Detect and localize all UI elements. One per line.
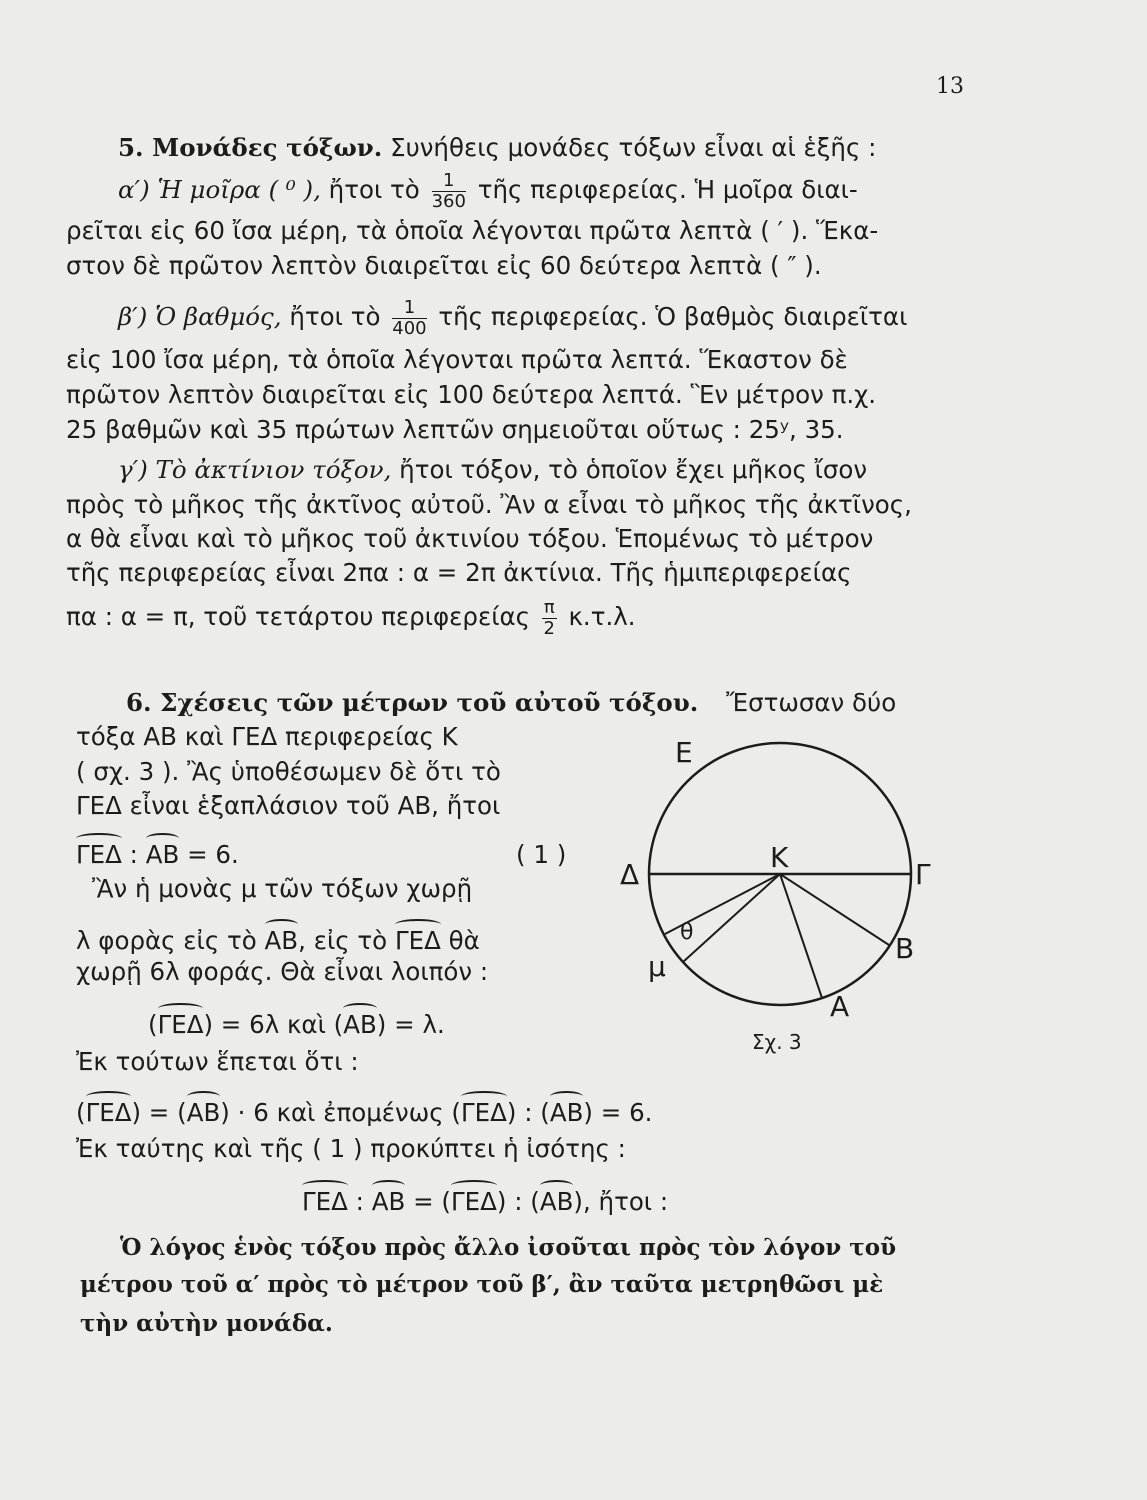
item-a-text: ἤτοι τὸ [328,175,420,204]
label-e: Ε [675,736,693,769]
text: ) = 6. [583,1098,653,1127]
item-c-line-5-text: πα : α = π, τοῦ τετάρτου περιφερείας [66,602,531,631]
section-6-line-6: Ἂν ἡ μονὰς μ τῶν τόξων χωρῇ [92,874,473,903]
label-delta-left: Δ [620,858,640,891]
item-c-label: γ′) Τὸ ἀκτίνιον τόξον, [118,455,392,484]
figure-caption: Σχ. 3 [752,1030,802,1054]
section-6-heading: 6. Σχέσεις τῶν μέτρων τοῦ αὐτοῦ τόξου. [126,688,699,717]
equation-3: (ΓΕΔ) = (ΑΒ) · 6 καὶ ἐπομένως (ΓΕΔ) : (ΑΒ) = 6. [76,1098,653,1127]
text: ) = 6λ καὶ ( [203,1010,344,1039]
fraction-denominator: 400 [392,317,427,339]
section-6-line-10: Ἐκ τούτων ἕπεται ὅτι : [76,1047,359,1076]
arc-ged: ΓΕΔ [394,926,441,955]
fraction-numerator: π [543,596,555,618]
text: ) : ( [496,1187,540,1216]
equation-2: (ΓΕΔ) = 6λ καὶ (ΑΒ) = λ. [148,1010,445,1039]
label-mu: μ [648,950,666,983]
fraction-denominator: 360 [431,190,466,212]
section-5-c-line-3: α θὰ εἶναι καὶ τὸ μῆκος τοῦ ἀκτινίου τόξου. Ἑπομένως τὸ μέτρον [66,524,874,553]
text: ) : ( [506,1098,550,1127]
section-6-line-2: τόξα ΑΒ καὶ ΓΕΔ περιφερείας Κ [76,722,458,751]
text: : [347,1187,372,1216]
arc-ab: ΑΒ [371,1187,406,1216]
eq-sep: : [121,840,146,869]
section-5-b-line-3: πρῶτον λεπτὸν διαιρεῖται εἰς 100 δεύτερα λεπτά. Ἓν μέτρον π.χ. [66,380,877,409]
theorem-line-2: μέτρου τοῦ α′ πρὸς τὸ μέτρον τοῦ β′, ἂν ταῦτα μετρηθῶσι μὲ [80,1271,884,1298]
arc-ged: ΓΕΔ [302,1187,348,1216]
arc-ab: ΑΒ [549,1098,584,1127]
radius-k-a [780,874,822,998]
item-a-label: α′) Ἡ μοῖρα ( ⁰ ), [118,175,321,204]
theorem-line-3: τὴν αὐτὴν μονάδα. [80,1310,333,1337]
arc-ged: ΓΕΔ [85,1098,132,1127]
text: ) · 6 καὶ ἐπομένως ( [220,1098,461,1127]
section-5-b-line-2: εἰς 100 ἴσα μέρη, τὰ ὁποῖα λέγονται πρῶτα λεπτά. Ἕκαστον δὲ [66,345,848,374]
item-c-line-5-tail: κ.τ.λ. [568,602,636,631]
section-5-heading: 5. Μονάδες τόξων. [118,133,383,162]
fraction-numerator: 1 [432,171,466,192]
text: ) = λ. [376,1010,445,1039]
arc-ab: ΑΒ [343,1010,377,1039]
arc-ab: ΑΒ [145,840,180,869]
fraction-numerator: 1 [392,298,426,319]
eq-tail: = 6. [179,840,239,869]
theorem-line-1: Ὁ λόγος ἑνὸς τόξου πρὸς ἄλλο ἰσοῦται πρὸς τὸν λόγον τοῦ [120,1234,897,1261]
section-5-a-line-2: ρεῖται εἰς 60 ἴσα μέρη, τὰ ὁποῖα λέγονται πρῶτα λεπτὰ ( ′ ). Ἕκα- [66,216,879,245]
fraction-denominator: 2 [543,617,555,639]
text: ) = ( [131,1098,187,1127]
text: θὰ [440,926,480,955]
page-number: 13 [936,74,964,99]
label-a: Α [830,990,850,1023]
arc-ab: ΑΒ [186,1098,221,1127]
equation-number: ( 1 ) [516,840,567,869]
section-6-line-4: ΓΕΔ εἶναι ἑξαπλάσιον τοῦ ΑΒ, ἤτοι [76,791,501,820]
section-5-c-line-4: τῆς περιφερείας εἶναι 2πα : α = 2π ἀκτίνια. Τῆς ἡμιπεριφερείας [66,558,852,587]
arc-ged: ΓΕΔ [460,1098,507,1127]
text: = ( [405,1187,451,1216]
arc-ged: ΓΕΔ [76,840,122,869]
label-b: Β [895,932,915,965]
section-5-c-line-2: πρὸς τὸ μῆκος τῆς ἀκτῖνος αὐτοῦ. Ἂν α εἶναι τὸ μῆκος τῆς ἀκτῖνος, [66,490,912,519]
label-k: Κ [770,841,789,874]
section-5-intro: Συνήθεις μονάδες τόξων εἶναι αἱ ἑξῆς : [390,133,877,162]
section-5-a-line-3: στον δὲ πρῶτον λεπτὸν διαιρεῖται εἰς 60 δεύτερα λεπτὰ ( ″ ). [66,251,822,280]
label-gamma: Γ [915,858,931,891]
text: , εἰς τὸ [298,926,395,955]
text: ), ἤτοι : [573,1187,669,1216]
radius-k-b [780,874,889,945]
item-b-text: ἤτοι τὸ [289,302,381,331]
arc-ab: ΑΒ [539,1187,574,1216]
section-6-line-3: ( σχ. 3 ). Ἂς ὑποθέσωμεν δὲ ὅτι τὸ [76,757,501,786]
section-6-line-12: Ἐκ ταύτης καὶ τῆς ( 1 ) προκύπτει ἡ ἰσότης : [76,1134,626,1163]
arc-ged: ΓΕΔ [450,1187,497,1216]
arc-ged: ΓΕΔ [157,1010,204,1039]
item-a-text-2: τῆς περιφερείας. Ἡ μοῖρα διαι- [477,175,858,204]
label-theta: θ [680,920,694,945]
arc-ab: ΑΒ [264,926,299,955]
section-5-b-line-4: 25 βαθμῶν καὶ 35 πρώτων λεπτῶν σημειοῦται οὕτως : 25ʸ, 35. [66,415,844,444]
item-b-text-2: τῆς περιφερείας. Ὁ βαθμὸς διαιρεῖται [438,302,908,331]
text: λ φορὰς εἰς τὸ [76,926,265,955]
item-b-label: β′) Ὁ βαθμός, [118,302,282,331]
item-c-text: ἤτοι τόξον, τὸ ὁποῖον ἔχει μῆκος ἴσον [399,455,868,484]
section-6-line-1-rest: Ἔστωσαν δύο [726,688,897,717]
section-6-line-8: χωρῇ 6λ φοράς. Θὰ εἶναι λοιπόν : [76,957,489,986]
